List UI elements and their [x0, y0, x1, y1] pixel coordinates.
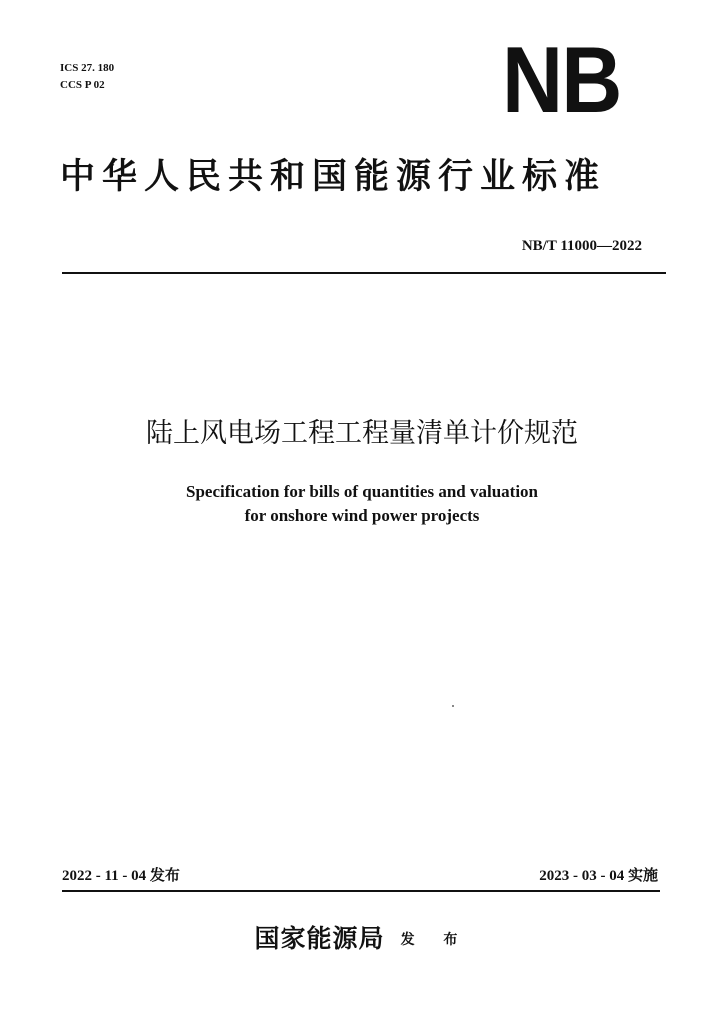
- ics-code: ICS 27. 180: [60, 62, 115, 74]
- top-divider: [62, 272, 666, 274]
- document-title-chinese: 陆上风电场工程工程量清单计价规范: [146, 418, 578, 449]
- bottom-divider: [62, 890, 660, 892]
- scan-speck: [452, 705, 454, 707]
- english-title-line-2: for onshore wind power projects: [244, 506, 480, 525]
- publisher-name: 国家能源局: [254, 924, 385, 953]
- publish-verb: 发 布: [400, 932, 470, 948]
- standard-number: NB/T 11000—2022: [521, 238, 642, 254]
- ccs-code: CCS P 02: [60, 79, 105, 91]
- standard-category-title: 中华人民共和国能源行业标准: [60, 157, 607, 197]
- implementation-date: 2023 - 03 - 04 实施: [539, 868, 658, 884]
- publisher-line: [0, 922, 724, 956]
- classification-codes: [60, 60, 114, 94]
- issue-date: 2022 - 11 - 04 发布: [62, 868, 180, 884]
- document-title-english: [0, 480, 724, 528]
- nb-logo: NB: [502, 27, 621, 132]
- english-title-line-1: Specification for bills of quantities and valuation: [185, 482, 538, 501]
